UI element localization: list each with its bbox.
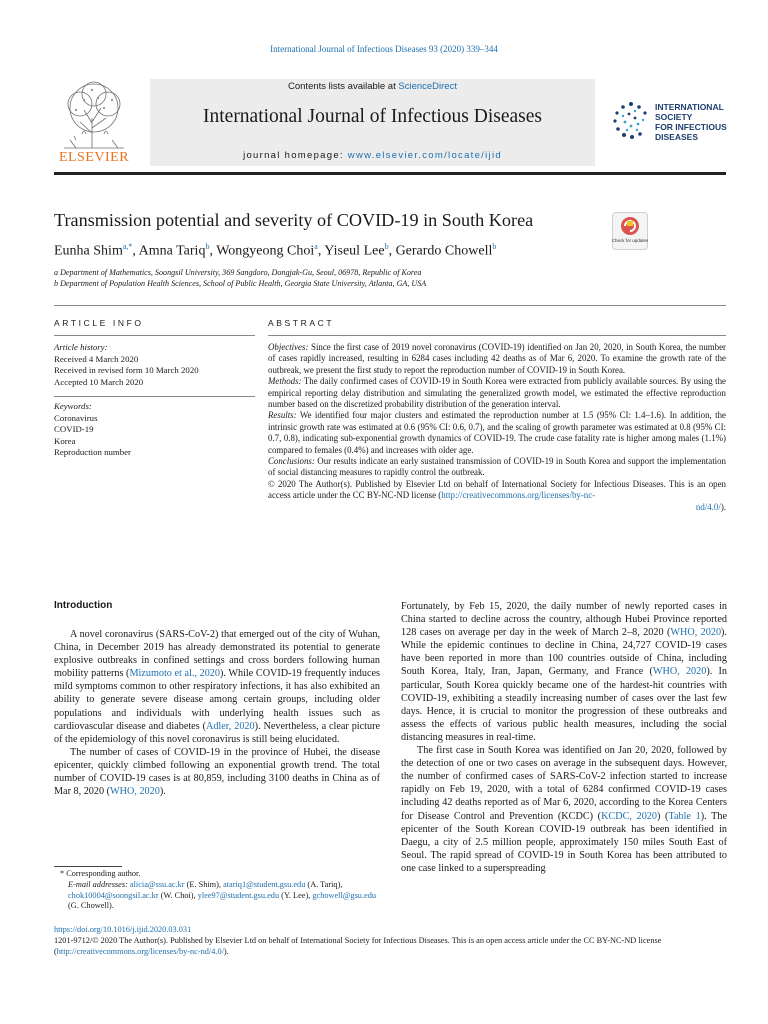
paragraph-text: ) ( xyxy=(656,810,669,822)
isid-society-name xyxy=(655,102,727,142)
abstract-objectives xyxy=(268,342,726,376)
author-list xyxy=(54,242,496,260)
author-separator: , xyxy=(388,243,396,259)
license-link[interactable]: http://creativecommons.org/licenses/by-nc- xyxy=(441,490,596,501)
email-owner: (G. Chowell). xyxy=(68,901,114,911)
abstract-license xyxy=(268,479,726,502)
contents-prefix: Contents lists available at xyxy=(288,81,399,92)
reference-link[interactable]: WHO, 2020 xyxy=(670,627,722,639)
isid-society-logo-icon xyxy=(611,100,651,140)
author-separator: , xyxy=(317,243,325,259)
objectives-label: Objectives: xyxy=(268,342,309,352)
keywords xyxy=(54,401,131,459)
paragraph-text: The first case in South Korea was identified on Jan 20, 2020, followed by the detection of one or two cases on average in the subsequent days. However, the number of confirmed cases of SARS-CoV-2 infection started to increase rapidly on Feb 19, 2020, with a total of 6284 confirmed COVID-19 cases including 42 deaths reported as of Mar 6, 2020, according to the Korea Centers for Disease Control and Prevention (KCDC) ( xyxy=(401,745,727,822)
bottom-license-link[interactable]: http://creativecommons.org/licenses/by-nc-nd/4.0/ xyxy=(56,946,224,956)
doi-link[interactable]: https://doi.org/10.1016/j.ijid.2020.03.031 xyxy=(54,925,192,934)
history-revised: Received in revised form 10 March 2020 xyxy=(54,365,199,376)
check-for-updates-icon[interactable] xyxy=(612,212,648,250)
paragraph-text: Fortunately, by Feb 15, 2020, the daily number of newly reported cases in China started to decline across the country, although Hubei Province reported 128 cases on average per day in the week of March 2–8, 2020 ( xyxy=(401,601,727,639)
email-owner: (E. Shim), xyxy=(184,879,224,889)
abstract-methods xyxy=(268,376,726,410)
affiliation-b: b Department of Population Health Sciences, School of Public Health, Georgia State University, Atlanta, GA, USA xyxy=(54,279,427,288)
email-link[interactable]: gchowell@gsu.edu xyxy=(312,890,377,900)
bottom-license xyxy=(54,936,726,958)
keyword: COVID-19 xyxy=(54,424,94,435)
introduction-heading: Introduction xyxy=(54,600,113,611)
article-title: Transmission potential and severity of COVID-19 in South Korea xyxy=(54,210,534,230)
email-link[interactable]: chok10004@soongsil.ac.kr xyxy=(68,890,159,900)
author-affiliation-marker[interactable]: a xyxy=(314,242,318,251)
isid-line: SOCIETY xyxy=(655,112,693,122)
author-name: Eunha Shim xyxy=(54,243,123,259)
conclusions-label: Conclusions: xyxy=(268,456,315,467)
keyword: Korea xyxy=(54,435,76,446)
check-updates-label: Check for updates xyxy=(612,238,648,243)
left-column xyxy=(54,628,380,798)
email-owner: (A. Tariq), xyxy=(305,879,343,889)
objectives-text: Since the first case of 2019 novel coronavirus (COVID-19) identified on Jan 20, 2020, in South Korea, the number of cases rapidly increased, resulting in 6284 cases including 42 deaths as of Mar 6, 2020. To examine the growth rate of the outbreak, we present the first study to report the reproduction number of COVID-19 in South Korea. xyxy=(268,342,726,375)
paragraph-text: ). While the epidemic continues to decline in China, 24,727 COVID-19 cases have been reported in more than 100 countries outside of China, including South Korea, Italy, Iran, Japan, Germany, and France ( xyxy=(401,627,727,678)
email-addresses xyxy=(54,880,380,912)
author-affiliation-marker[interactable]: b xyxy=(492,242,497,251)
article-info-heading: ARTICLE INFO xyxy=(54,318,144,328)
author-affiliation-marker[interactable]: a,* xyxy=(122,242,133,251)
methods-label: Methods: xyxy=(268,376,302,387)
journal-title: International Journal of Infectious Diseases xyxy=(203,106,542,127)
abstract-body xyxy=(268,342,726,513)
license-text: © 2020 The Author(s). Published by Elsevier Ltd on behalf of International Society for Infectious Diseases. This is an open access article under the CC BY-NC-ND license ( xyxy=(268,478,726,501)
intro-paragraph xyxy=(401,600,727,744)
methods-text: The daily confirmed cases of COVID-19 in South Korea were extracted from publicly available sources. By using the empirical reporting delay distribution and simulating the generalized growth model, we estimated the effective reproduction number based on the discretized probability distribution of the generation interval. xyxy=(268,376,726,410)
section-rule xyxy=(54,305,726,306)
email-owner: (W. Choi), xyxy=(158,890,198,900)
results-text: We identified four major clusters and estimated the reproduction number at 1.5 (95% CI: 1.4–1.6). In addition, the intrinsic growth rate was estimated at 0.6 (95% CI: 0.6, 0.7), and the scaling of growth parameter was estimated at 0.8 (95% CI: 0.7, 0.8), indicating sub-exponential growth dynamics of COVID-19. The crude case fatality rate is higher among males (1.1%) compared to females (0.4%) and increases with older age. xyxy=(268,410,726,455)
abstract-license-end xyxy=(268,502,726,513)
bottom-matter xyxy=(54,925,726,957)
keywords-label: Keywords: xyxy=(54,401,92,411)
license-end: ). xyxy=(720,501,726,512)
abstract-results xyxy=(268,410,726,456)
isid-line: FOR INFECTIOUS xyxy=(655,122,727,132)
author-separator: , xyxy=(132,243,139,259)
license-link[interactable]: nd/4.0/ xyxy=(695,501,721,512)
reference-link[interactable]: KCDC, 2020 xyxy=(601,810,657,822)
homepage-prefix: journal homepage: xyxy=(243,150,348,161)
keyword: Reproduction number xyxy=(54,447,131,458)
abstract-rule xyxy=(268,335,726,336)
history-label: Article history: xyxy=(54,342,108,352)
paragraph-text: ). xyxy=(159,786,166,798)
email-link[interactable]: atariq1@student.gsu.edu xyxy=(223,879,306,889)
footnote xyxy=(54,869,380,912)
author-affiliation-marker[interactable]: b xyxy=(205,242,210,251)
intro-paragraph xyxy=(54,746,380,798)
author-name: Gerardo Chowell xyxy=(395,243,493,259)
table-reference-link[interactable]: Table 1 xyxy=(668,810,701,822)
reference-link[interactable]: Adler, 2020 xyxy=(205,720,255,732)
sciencedirect-link[interactable]: ScienceDirect xyxy=(398,81,457,92)
contents-line xyxy=(150,81,595,92)
paragraph-text: The number of cases of COVID-19 in the province of Hubei, the disease epicenter, quickly climbed following an exponential growth trend. The total number of COVID-19 cases is at 80,859, including 3100 deaths in China as of Mar 8, 2020 ( xyxy=(54,746,380,798)
reference-link[interactable]: Mizumoto et al., 2020 xyxy=(129,668,220,680)
paragraph-text: A novel coronavirus (SARS-CoV-2) that emerged out of the city of Wuhan, China, in December 2019 has already demonstrated its potential to generate explosive outbreaks in confined settings and cross borders following human mobility patterns ( xyxy=(54,629,380,680)
email-link[interactable]: ylee97@student.gsu.edu xyxy=(197,890,280,900)
author-separator: , xyxy=(209,243,217,259)
intro-paragraph xyxy=(401,744,727,875)
reference-link[interactable]: WHO, 2020 xyxy=(110,786,160,798)
intro-paragraph xyxy=(54,628,380,746)
email-link[interactable]: alicia@ssu.ac.kr xyxy=(129,879,185,889)
history-accepted: Accepted 10 March 2020 xyxy=(54,376,144,387)
reference-link[interactable]: WHO, 2020 xyxy=(652,666,707,678)
author-affiliation-marker[interactable]: b xyxy=(384,242,389,251)
elsevier-wordmark: ELSEVIER xyxy=(58,150,130,165)
conclusions-text: Our results indicate an early sustained transmission of COVID-19 in South Korea and support the implementation of social distancing measures to rapidly control the outbreak. xyxy=(268,456,726,478)
footnote-rule xyxy=(54,866,122,867)
article-info-rule xyxy=(54,335,255,336)
email-owner: (Y. Lee), xyxy=(279,890,313,900)
isid-line: DISEASES xyxy=(655,132,698,142)
author-name: Yiseul Lee xyxy=(324,243,385,259)
author-name: Amna Tariq xyxy=(138,243,206,259)
paragraph-text: ). While COVID-19 frequently induces mild symptoms common to other respiratory infections, it has also exhibited an ability to generate severe disease among certain groups, including older populations and individuals with underlying health issues such as cardiovascular disease and diabetes ( xyxy=(54,668,380,732)
paragraph-text: ). In particular, South Korea quickly became one of the hardest-hit countries with COVID-19, exhibiting a steadily increasing number of cases over the last few days. Hence, it is crucial to monitor the progression of these outbreaks and assess the effects of various public health measures, including the social distancing measures in real-time. xyxy=(401,666,727,743)
isid-line: INTERNATIONAL xyxy=(655,102,724,112)
paragraph-text: ). Nevertheless, a clear picture of the epidemiology of this novel coronavirus is still being elucidated. xyxy=(54,720,380,745)
corresponding-author: * Corresponding author. xyxy=(60,869,141,878)
keyword: Coronavirus xyxy=(54,412,98,423)
bottom-license-end: ). xyxy=(223,946,229,956)
email-label: E-mail addresses: xyxy=(68,879,128,889)
journal-citation[interactable]: International Journal of Infectious Diseases 93 (2020) 339–344 xyxy=(270,44,498,54)
history-received: Received 4 March 2020 xyxy=(54,353,139,364)
homepage-link[interactable]: www.elsevier.com/locate/ijid xyxy=(347,150,502,161)
affiliation-a: a Department of Mathematics, Soongsil University, 369 Sangdoro, Dongjak-Gu, Seoul, 06978, Republic of Korea xyxy=(54,268,422,277)
right-column xyxy=(401,600,727,875)
bottom-license-text: 1201-9712/© 2020 The Author(s). Published by Elsevier Ltd on behalf of International Society for Infectious Diseases. This is an open access article under the CC BY-NC-ND license ( xyxy=(54,935,662,956)
paragraph-text: ). The epicenter of the South Korean COVID-19 outbreak has been identified in Daegu, a city of 2.5 million people, approximately 150 miles South East of Seoul. The rapid spread of COVID-19 in South Korea has been attributed to one case linked to a superspreading xyxy=(401,810,727,874)
article-history xyxy=(54,342,199,388)
journal-homepage xyxy=(150,150,595,161)
abstract-conclusions xyxy=(268,456,726,479)
header-rule xyxy=(54,172,726,175)
results-label: Results: xyxy=(268,410,297,421)
keywords-rule xyxy=(54,396,255,397)
abstract-heading: ABSTRACT xyxy=(268,318,335,328)
author-name: Wongyeong Choi xyxy=(216,243,315,259)
